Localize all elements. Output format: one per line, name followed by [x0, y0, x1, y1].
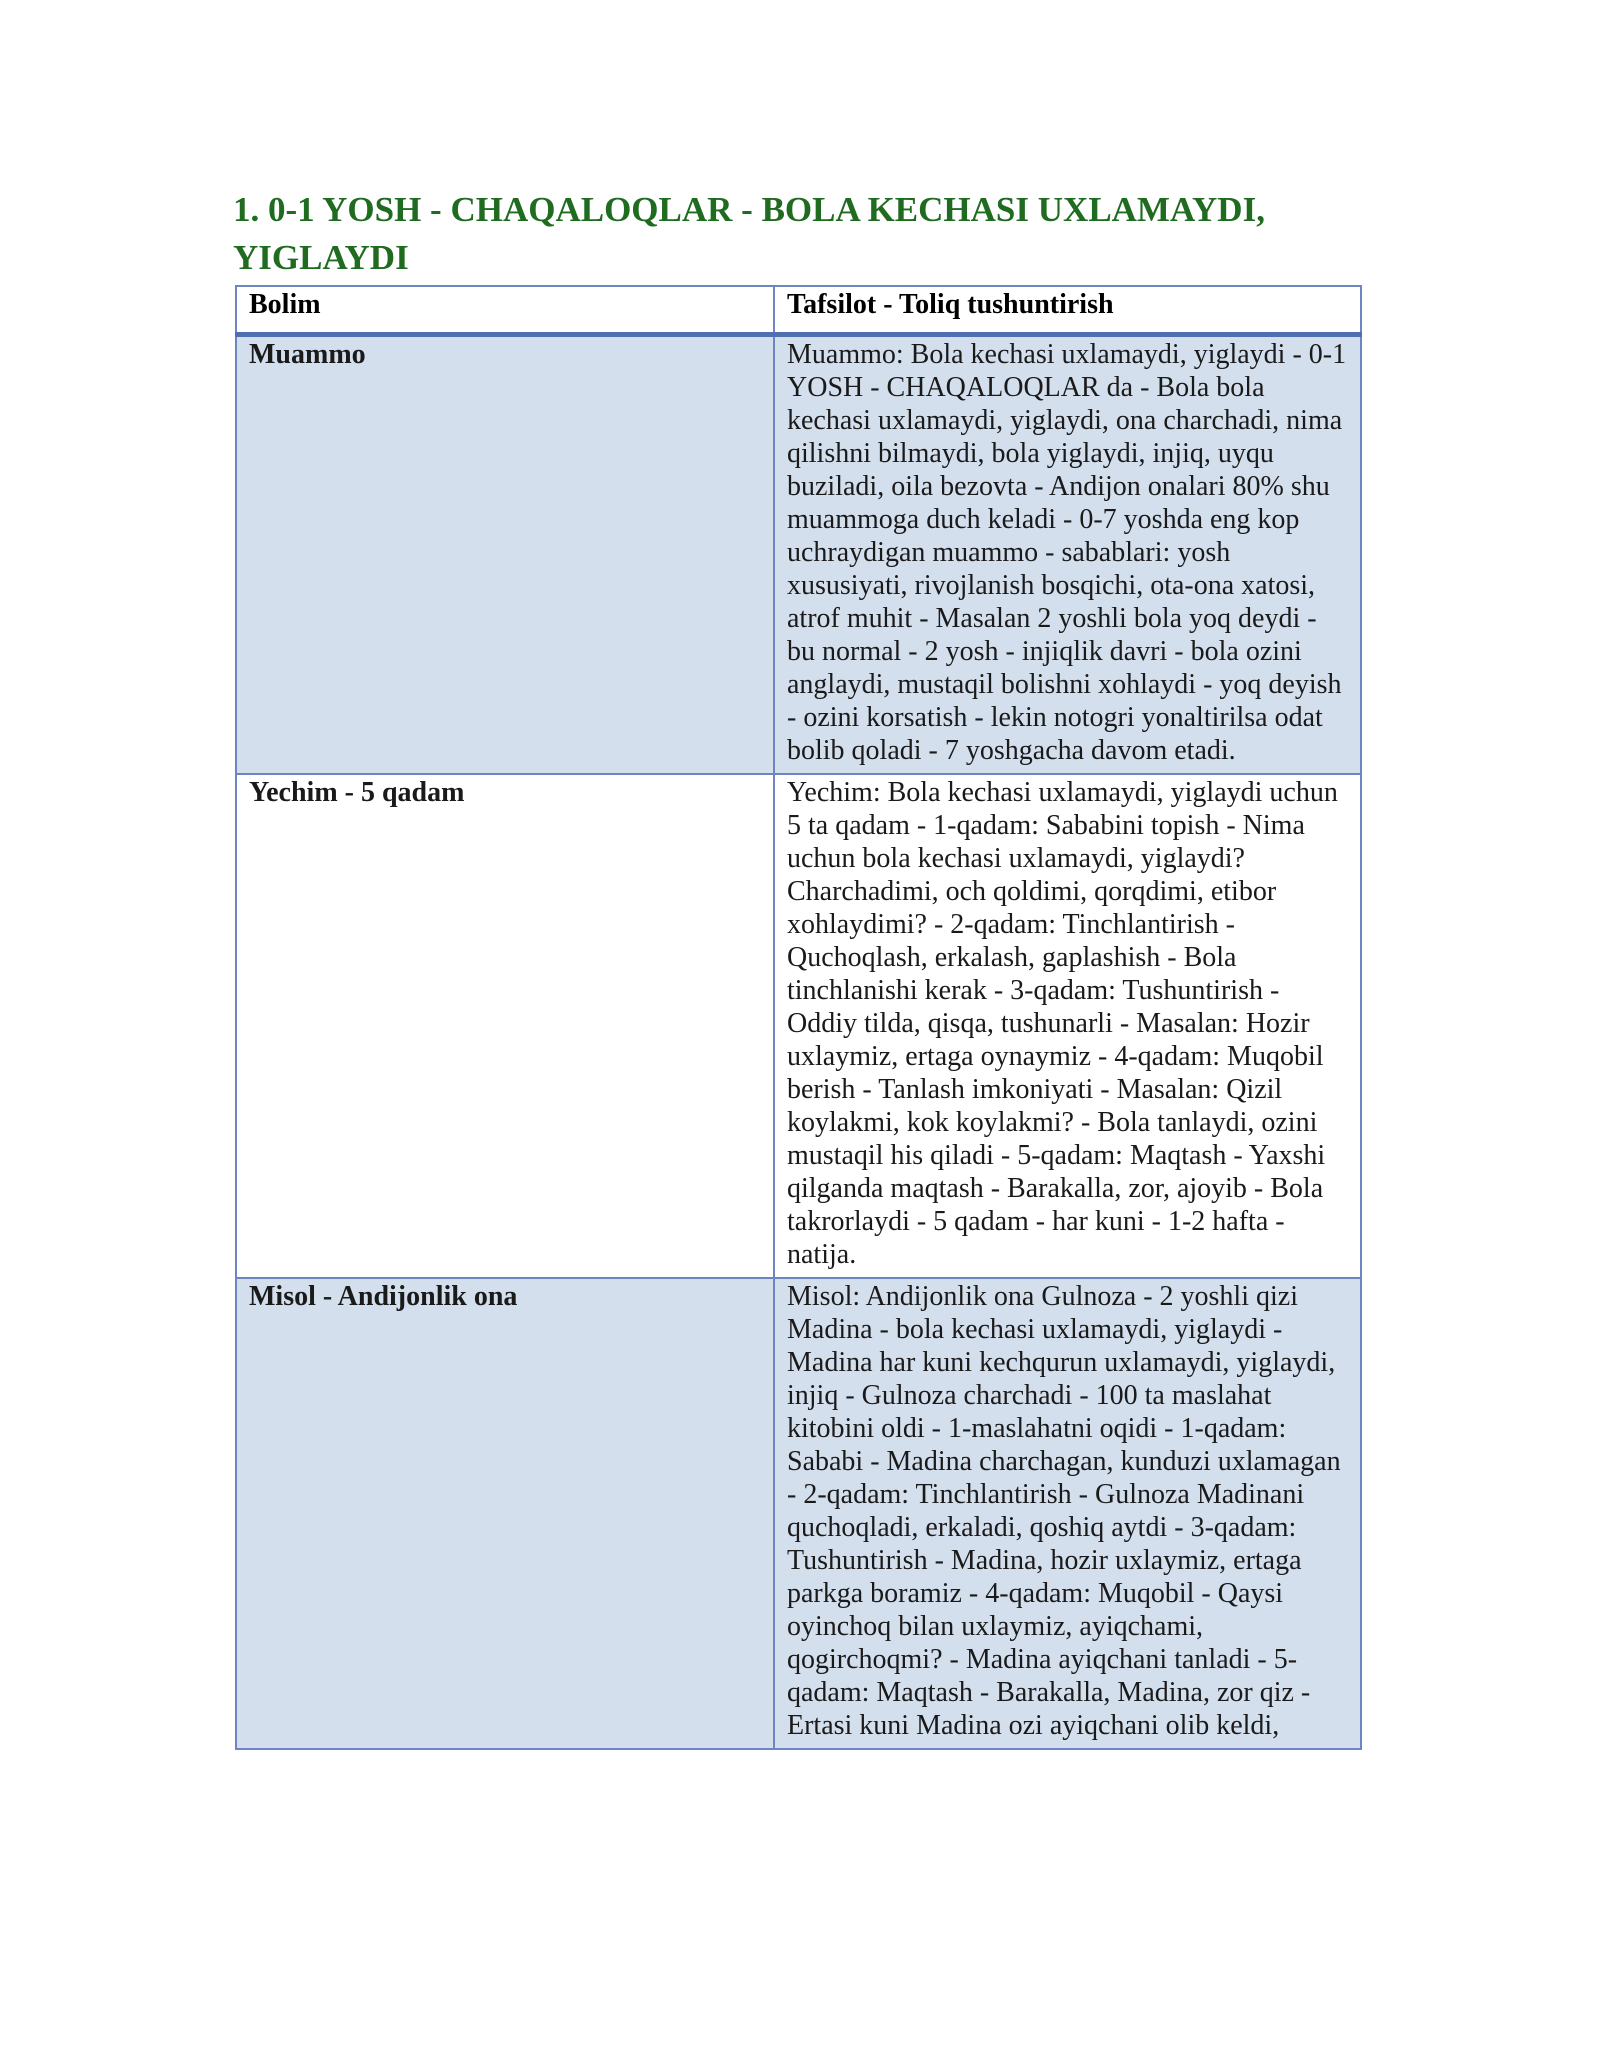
row-details-text: Yechim: Bola kechasi uxlamaydi, yiglaydi uchun 5 ta qadam - 1-qadam: Sababini topish - Nima uchun bola kechasi uxlamaydi, yiglaydi? Charchadimi, och qoldimi, qorqdimi, etibor xohlaydimi? - 2-qadam: Tinchlantirish - Quchoqlash, erkalash, gaplashish - Bola tinchlanishi kerak - 3-qadam: Tushuntirish - Oddiy tilda, qisqa, tushunarli - Masalan: Hozir uxlaymiz, ertaga oynaymiz - 4-qadam: Muqobil berish - Tanlash imkoniyati - Masalan: Qizil koylakmi, kok koylakmi? - Bola tanlaydi, ozini mustaqil his qiladi - 5-qadam: Maqtash - Yaxshi qilganda maqtash - Barakalla, zor, ajoyib - Bola takrorlaydi - 5 qadam - har kuni - 1-2 hafta - natija. [774, 774, 1361, 1278]
row-section-label: Yechim - 5 qadam [236, 774, 774, 1278]
header-details: Tafsilot - Toliq tushuntirish [774, 286, 1361, 335]
table-row [236, 774, 1361, 1278]
table-row [236, 1278, 1361, 1749]
row-section-label: Muammo [236, 335, 774, 775]
table-header-row [236, 286, 1361, 335]
row-section-label: Misol - Andijonlik ona [236, 1278, 774, 1749]
table-row [236, 335, 1361, 775]
row-details-text: Muammo: Bola kechasi uxlamaydi, yiglaydi - 0-1 YOSH - CHAQALOQLAR da - Bola bola kechasi uxlamaydi, yiglaydi, ona charchadi, nima qilishni bilmaydi, bola yiglaydi, injiq, uyqu buziladi, oila bezovta - Andijon onalari 80% shu muammoga duch keladi - 0-7 yoshda eng kop uchraydigan muammo - sabablari: yosh xususiyati, rivojlanish bosqichi, ota-ona xatosi, atrof muhit - Masalan 2 yoshli bola yoq deydi - bu normal - 2 yosh - injiqlik davri - bola ozini anglaydi, mustaqil bolishni xohlaydi - yoq deyish - ozini korsatish - lekin notogri yonaltirilsa odat bolib qoladi - 7 yoshgacha davom etadi. [774, 335, 1361, 775]
content-table [235, 285, 1362, 1750]
header-section: Bolim [236, 286, 774, 335]
row-details-text: Misol: Andijonlik ona Gulnoza - 2 yoshli qizi Madina - bola kechasi uxlamaydi, yiglaydi - Madina har kuni kechqurun uxlamaydi, yiglaydi, injiq - Gulnoza charchadi - 100 ta maslahat kitobini oldi - 1-maslahatni oqidi - 1-qadam: Sababi - Madina charchagan, kunduzi uxlamagan - 2-qadam: Tinchlantirish - Gulnoza Madinani quchoqladi, erkaladi, qoshiq aytdi - 3-qadam: Tushuntirish - Madina, hozir uxlaymiz, ertaga parkga boramiz - 4-qadam: Muqobil - Qaysi oyinchoq bilan uxlaymiz, ayiqchami, qogirchoqmi? - Madina ayiqchani tanladi - 5-qadam: Maqtash - Barakalla, Madina, zor qiz - Ertasi kuni Madina ozi ayiqchani olib keldi, [774, 1278, 1361, 1749]
page-heading: 1. 0-1 YOSH - CHAQALOQLAR - BOLA KECHASI UXLAMAYDI, YIGLAYDI [233, 190, 1265, 277]
